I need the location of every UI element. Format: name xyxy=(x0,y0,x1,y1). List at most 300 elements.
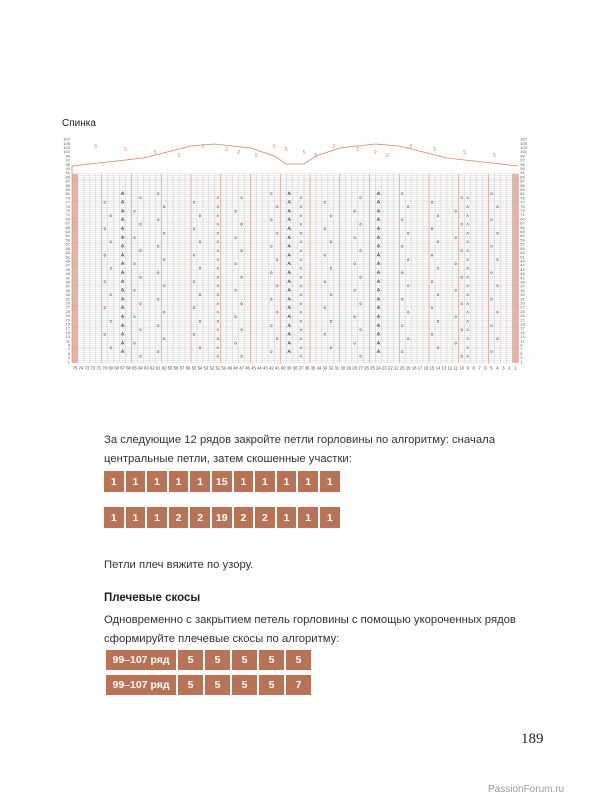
decrease-symbol: Ѧ xyxy=(120,243,125,249)
row-number-left: 105 xyxy=(63,140,70,146)
decrease-symbol: Ѧ xyxy=(287,208,292,214)
yarn-over-symbol: o xyxy=(234,234,237,240)
decrease-symbol: ʌ xyxy=(299,283,303,289)
yarn-over-symbol: o xyxy=(234,208,237,214)
algo-cell: 2 xyxy=(255,507,275,528)
neckline-instruction: За следующие 12 рядов закройте петли горловины по алгоритму: сначала центральные петли, затем скошенные участки: xyxy=(104,434,495,465)
yarn-over-symbol: o xyxy=(359,353,362,359)
yarn-over-symbol: o xyxy=(430,199,434,205)
decrease-symbol: ʌ xyxy=(466,239,469,245)
column-number: 50 xyxy=(221,365,227,371)
yarn-over-symbol: o xyxy=(157,243,160,249)
yarn-over-symbol: o xyxy=(133,287,136,293)
shoulder-pattern-note: Петли плеч вяжите по узору. xyxy=(104,559,254,571)
decrease-symbol: ʌ xyxy=(466,300,469,306)
yarn-over-symbol: o xyxy=(400,270,404,275)
yarn-over-symbol: o xyxy=(460,221,463,227)
row-number-left: 15 xyxy=(65,329,70,335)
yarn-over-symbol: o xyxy=(157,349,160,355)
column-number: 45 xyxy=(251,365,256,371)
algo-cell: 1 xyxy=(234,471,254,492)
row-number-right: 25 xyxy=(520,308,525,314)
row-number-right: 107 xyxy=(520,136,527,142)
yarn-over-symbol: o xyxy=(496,336,499,341)
decrease-symbol: ʌ xyxy=(216,221,220,227)
yarn-over-symbol: o xyxy=(490,296,493,302)
shoulder-step-mark: 2 xyxy=(374,150,377,156)
shoulder-step-mark: 2 xyxy=(225,147,229,153)
column-number: 47 xyxy=(239,365,244,371)
shoulder-step-mark: 2 xyxy=(356,147,359,153)
slope-value: 7 xyxy=(286,675,311,695)
yarn-over-symbol: o xyxy=(490,270,493,275)
yarn-over-symbol: o xyxy=(133,208,136,214)
yarn-over-symbol: o xyxy=(359,195,362,201)
decrease-symbol: ʌ xyxy=(216,309,220,315)
decrease-symbol: Ѧ xyxy=(287,270,292,275)
decrease-symbol: ʌ xyxy=(466,204,469,209)
slope-value: 5 xyxy=(259,675,284,695)
yarn-over-symbol: o xyxy=(162,283,166,289)
slope-value: 5 xyxy=(205,675,230,695)
row-number-left: 73 xyxy=(65,208,70,214)
algo-cell: 1 xyxy=(169,471,189,492)
shoulder-step-mark: 2 xyxy=(332,144,336,150)
row-number-right: 37 xyxy=(520,283,525,289)
algo-cell: 1 xyxy=(320,507,340,528)
yarn-over-symbol: o xyxy=(353,314,356,319)
yarn-over-symbol: o xyxy=(198,344,202,350)
row-number-right: 59 xyxy=(520,237,525,243)
row-number-right: 69 xyxy=(520,216,525,222)
yarn-over-symbol: o xyxy=(406,283,410,289)
row-number-left: 99 xyxy=(65,153,70,159)
row-range-label: 99–107 ряд xyxy=(106,675,176,695)
row-number-left: 75 xyxy=(65,203,70,209)
yarn-over-symbol: o xyxy=(276,283,279,289)
row-number-right: 87 xyxy=(520,178,525,184)
algo-cell: 1 xyxy=(126,507,146,528)
shoulder-step-mark: 5 xyxy=(493,153,496,159)
column-number: 29 xyxy=(346,365,352,371)
decrease-symbol: Ѧ xyxy=(120,261,125,267)
algo-cell: 1 xyxy=(147,507,167,528)
decrease-symbol: Ѧ xyxy=(376,208,381,214)
yarn-over-symbol: o xyxy=(139,221,142,227)
decrease-symbol: ʌ xyxy=(466,327,469,333)
yarn-over-symbol: o xyxy=(323,278,327,284)
page-number: 189 xyxy=(521,731,544,747)
row-number-left: 91 xyxy=(65,170,70,176)
row-number-right: 39 xyxy=(520,279,525,285)
decrease-symbol: Ѧ xyxy=(120,226,125,231)
yarn-over-symbol: o xyxy=(276,336,279,341)
column-number: 42 xyxy=(268,365,274,371)
decrease-symbol: ʌ xyxy=(299,239,303,245)
column-number: 8 xyxy=(472,365,475,371)
row-number-right: 47 xyxy=(520,262,525,268)
decrease-symbol: Ѧ xyxy=(287,261,292,267)
row-number-left: 29 xyxy=(65,300,70,306)
column-number: 57 xyxy=(179,365,185,371)
row-number-right: 3 xyxy=(520,355,523,361)
slope-value: 5 xyxy=(178,650,203,670)
decrease-symbol: ʌ xyxy=(299,300,303,306)
row-number-left: 3 xyxy=(67,355,70,361)
column-number: 37 xyxy=(298,365,304,371)
row-number-left: 45 xyxy=(65,266,70,272)
section-heading: Плечевые скосы xyxy=(104,592,201,604)
yarn-over-symbol: o xyxy=(460,195,463,201)
row-number-right: 13 xyxy=(520,334,525,340)
yarn-over-symbol: o xyxy=(109,292,112,297)
yarn-over-symbol: o xyxy=(436,344,440,350)
yarn-over-symbol: o xyxy=(329,239,333,245)
column-number: 32 xyxy=(328,365,334,371)
row-number-right: 51 xyxy=(520,254,525,260)
row-number-right: 99 xyxy=(520,153,525,159)
yarn-over-symbol: o xyxy=(234,261,237,267)
decrease-symbol: Ѧ xyxy=(120,252,125,258)
decrease-symbol: Ѧ xyxy=(120,270,125,275)
yarn-over-symbol: o xyxy=(400,243,404,249)
column-number: 26 xyxy=(364,365,369,371)
decrease-symbol: Ѧ xyxy=(287,340,292,346)
shoulder-slope-row-2 xyxy=(104,673,313,697)
row-number-left: 9 xyxy=(67,342,70,348)
yarn-over-symbol: o xyxy=(139,274,142,280)
yarn-over-symbol: o xyxy=(460,248,463,253)
decrease-symbol: ʌ xyxy=(466,265,469,271)
algo-cell: 1 xyxy=(277,507,297,528)
row-number-left: 59 xyxy=(65,237,70,243)
decrease-symbol: Ѧ xyxy=(376,331,381,337)
yarn-over-symbol: o xyxy=(109,344,112,350)
column-number: 70 xyxy=(102,365,108,371)
column-number: 23 xyxy=(382,365,387,371)
decrease-symbol: ʌ xyxy=(216,344,220,350)
decrease-symbol: ʌ xyxy=(216,230,220,236)
column-number: 39 xyxy=(286,365,292,371)
decrease-symbol: ʌ xyxy=(466,274,469,280)
yarn-over-symbol: o xyxy=(109,265,112,271)
decrease-symbol: ʌ xyxy=(466,353,469,359)
yarn-over-symbol: o xyxy=(109,318,112,324)
yarn-over-symbol: o xyxy=(359,221,362,227)
yarn-over-symbol: o xyxy=(133,261,136,267)
column-number: 59 xyxy=(167,365,173,371)
decrease-symbol: Ѧ xyxy=(120,217,125,223)
yarn-over-symbol: o xyxy=(103,305,106,311)
yarn-over-symbol: o xyxy=(329,318,333,324)
row-number-right: 91 xyxy=(520,170,525,176)
row-number-left: 41 xyxy=(65,275,70,281)
yarn-over-symbol: o xyxy=(162,309,166,315)
column-number: 63 xyxy=(144,365,149,371)
algo-cell: 1 xyxy=(147,471,167,492)
row-number-right: 7 xyxy=(520,346,523,352)
yarn-over-symbol: o xyxy=(192,226,196,231)
row-number-left: 7 xyxy=(67,346,70,352)
row-number-right: 71 xyxy=(520,212,525,218)
decrease-symbol: Ѧ xyxy=(376,243,381,249)
algo-cell: 1 xyxy=(320,471,340,492)
yarn-over-symbol: o xyxy=(139,327,142,333)
yarn-over-symbol: o xyxy=(270,322,273,328)
column-number: 28 xyxy=(352,365,357,371)
row-number-right: 89 xyxy=(520,174,525,180)
yarn-over-symbol: o xyxy=(353,287,356,293)
row-number-right: 55 xyxy=(520,245,525,251)
yarn-over-symbol: o xyxy=(270,296,273,302)
yarn-over-symbol: o xyxy=(240,221,243,227)
row-number-right: 41 xyxy=(520,275,525,281)
row-number-right: 73 xyxy=(520,208,525,214)
decrease-symbol: Ѧ xyxy=(376,199,381,205)
decrease-symbol: Ѧ xyxy=(376,296,381,302)
yarn-over-symbol: o xyxy=(240,248,243,253)
column-number: 71 xyxy=(96,365,102,371)
column-number: 56 xyxy=(185,365,191,371)
yarn-over-symbol: o xyxy=(198,318,202,324)
row-number-left: 35 xyxy=(65,287,70,293)
row-number-right: 29 xyxy=(520,300,525,306)
decrease-symbol: Ѧ xyxy=(376,252,381,258)
row-number-left: 107 xyxy=(63,136,70,142)
shoulder-step-mark: 5 xyxy=(153,150,157,156)
decrease-symbol: Ѧ xyxy=(376,278,381,284)
yarn-over-symbol: o xyxy=(240,353,243,359)
decrease-symbol: Ѧ xyxy=(376,314,381,319)
yarn-over-symbol: o xyxy=(234,287,237,293)
decrease-symbol: ʌ xyxy=(216,256,220,262)
yarn-over-symbol: o xyxy=(240,274,243,280)
decrease-symbol: Ѧ xyxy=(376,349,381,355)
yarn-over-symbol: o xyxy=(329,344,333,350)
row-number-left: 89 xyxy=(65,174,70,180)
slope-value: 5 xyxy=(232,675,257,695)
row-number-left: 61 xyxy=(65,233,70,239)
decrease-symbol: ʌ xyxy=(466,256,469,262)
row-number-right: 79 xyxy=(520,195,525,201)
row-number-right: 93 xyxy=(520,166,525,172)
decrease-symbol: ʌ xyxy=(216,292,220,297)
decrease-symbol: Ѧ xyxy=(376,226,381,231)
row-number-left: 51 xyxy=(65,254,70,260)
yarn-over-symbol: o xyxy=(490,243,493,249)
decrease-symbol: ʌ xyxy=(299,256,303,262)
yarn-over-symbol: o xyxy=(162,230,166,236)
column-number: 75 xyxy=(72,365,78,371)
yarn-over-symbol: o xyxy=(406,256,410,262)
yarn-over-symbol: o xyxy=(157,322,160,328)
row-number-right: 85 xyxy=(520,182,525,188)
yarn-over-symbol: o xyxy=(270,349,273,355)
decrease-symbol: Ѧ xyxy=(120,278,125,284)
yarn-over-symbol: o xyxy=(496,283,499,289)
neck-algorithm-row-1 xyxy=(104,471,340,492)
yarn-over-symbol: o xyxy=(496,230,499,236)
algo-cell: 2 xyxy=(190,507,210,528)
decrease-symbol: ʌ xyxy=(216,239,220,245)
yarn-over-symbol: o xyxy=(323,305,327,311)
yarn-over-symbol: o xyxy=(490,322,493,328)
column-number: 74 xyxy=(78,365,84,371)
decrease-symbol: ʌ xyxy=(216,327,220,333)
decrease-symbol: ʌ xyxy=(466,230,469,236)
yarn-over-symbol: o xyxy=(496,256,499,262)
yarn-over-symbol: o xyxy=(436,212,440,218)
column-number: 15 xyxy=(429,365,435,371)
yarn-over-symbol: o xyxy=(400,217,404,223)
column-number: 36 xyxy=(304,365,310,371)
decrease-symbol: ʌ xyxy=(466,292,469,297)
algo-cell: 15 xyxy=(212,471,232,492)
decrease-symbol: ʌ xyxy=(466,309,469,315)
yarn-over-symbol: o xyxy=(436,292,440,297)
algo-cell: 1 xyxy=(298,471,318,492)
yarn-over-symbol: o xyxy=(400,296,404,302)
yarn-over-symbol: o xyxy=(323,252,327,258)
decrease-symbol: Ѧ xyxy=(376,287,381,293)
yarn-over-symbol: o xyxy=(103,331,106,337)
yarn-over-symbol: o xyxy=(460,353,463,359)
row-number-right: 23 xyxy=(520,313,525,319)
row-number-right: 21 xyxy=(520,317,525,323)
yarn-over-symbol: o xyxy=(109,212,112,218)
decrease-symbol: ʌ xyxy=(466,344,469,350)
decrease-symbol: ʌ xyxy=(216,283,220,289)
row-number-left: 85 xyxy=(65,182,70,188)
row-number-right: 1 xyxy=(520,359,523,365)
row-number-left: 21 xyxy=(65,317,70,323)
yarn-over-symbol: o xyxy=(133,340,136,346)
decrease-symbol: ʌ xyxy=(216,204,220,209)
decrease-symbol: Ѧ xyxy=(287,314,292,319)
column-number: 33 xyxy=(322,365,328,371)
shoulder-step-mark: 2 xyxy=(385,153,389,159)
row-number-right: 11 xyxy=(520,338,525,344)
yarn-over-symbol: o xyxy=(460,300,463,306)
row-number-right: 15 xyxy=(520,329,525,335)
row-number-left: 69 xyxy=(65,216,70,222)
row-number-right: 33 xyxy=(520,292,525,298)
decrease-symbol: ʌ xyxy=(299,212,303,218)
decrease-symbol: ʌ xyxy=(299,248,303,253)
row-number-left: 49 xyxy=(65,258,70,264)
column-number: 13 xyxy=(441,365,447,371)
row-number-left: 17 xyxy=(65,325,70,331)
yarn-over-symbol: o xyxy=(490,217,493,223)
shoulder-outline xyxy=(72,144,518,174)
row-number-left: 57 xyxy=(65,241,70,247)
column-number: 10 xyxy=(459,365,465,371)
column-number: 72 xyxy=(90,365,96,371)
algo-cell: 1 xyxy=(277,471,297,492)
decrease-symbol: Ѧ xyxy=(120,296,125,302)
row-number-right: 63 xyxy=(520,229,525,235)
column-number: 38 xyxy=(292,365,298,371)
yarn-over-symbol: o xyxy=(103,199,106,205)
column-number: 5 xyxy=(490,365,493,371)
row-number-right: 49 xyxy=(520,258,525,264)
decrease-symbol: Ѧ xyxy=(120,340,125,346)
yarn-over-symbol: o xyxy=(460,327,463,333)
decrease-symbol: ʌ xyxy=(299,336,303,341)
column-number: 48 xyxy=(233,365,238,371)
algo-cell: 1 xyxy=(190,471,210,492)
yarn-over-symbol: o xyxy=(192,252,196,258)
yarn-over-symbol: o xyxy=(157,270,160,275)
decrease-symbol: Ѧ xyxy=(120,287,125,293)
column-number: 35 xyxy=(310,365,316,371)
yarn-over-symbol: o xyxy=(359,248,362,253)
yarn-over-symbol: o xyxy=(329,292,333,297)
yarn-over-symbol: o xyxy=(162,256,166,262)
column-number: 51 xyxy=(215,365,221,371)
row-number-left: 53 xyxy=(65,250,70,256)
column-number: 69 xyxy=(108,365,114,371)
yarn-over-symbol: o xyxy=(276,256,279,262)
row-number-right: 43 xyxy=(520,271,525,277)
decrease-symbol: Ѧ xyxy=(120,199,125,205)
row-number-left: 63 xyxy=(65,229,70,235)
yarn-over-symbol: o xyxy=(270,243,273,249)
decrease-symbol: ʌ xyxy=(299,195,303,201)
row-number-left: 67 xyxy=(65,220,70,226)
yarn-over-symbol: o xyxy=(162,336,166,341)
row-number-left: 103 xyxy=(63,145,70,151)
decrease-symbol: Ѧ xyxy=(120,349,125,355)
column-number: 9 xyxy=(466,365,469,371)
decrease-symbol: ʌ xyxy=(216,353,220,359)
row-number-right: 81 xyxy=(520,191,525,197)
row-number-right: 75 xyxy=(520,203,525,209)
decrease-symbol: Ѧ xyxy=(120,314,125,319)
yarn-over-symbol: o xyxy=(359,274,362,280)
row-number-left: 79 xyxy=(65,195,70,201)
column-number: 43 xyxy=(263,365,268,371)
yarn-over-symbol: o xyxy=(490,190,493,196)
column-number: 16 xyxy=(423,365,429,371)
decrease-symbol: ʌ xyxy=(299,309,303,315)
row-number-right: 77 xyxy=(520,199,525,205)
yarn-over-symbol: o xyxy=(460,274,463,280)
yarn-over-symbol: o xyxy=(109,239,112,245)
yarn-over-symbol: o xyxy=(454,261,458,267)
algo-cell: 2 xyxy=(234,507,254,528)
yarn-over-symbol: o xyxy=(496,204,499,209)
row-number-right: 105 xyxy=(520,140,527,146)
decrease-symbol: ʌ xyxy=(466,221,469,227)
decrease-symbol: Ѧ xyxy=(287,243,292,249)
decrease-symbol: Ѧ xyxy=(376,270,381,275)
row-number-right: 97 xyxy=(520,157,525,163)
slope-value: 5 xyxy=(205,650,230,670)
row-number-right: 67 xyxy=(520,220,525,226)
yarn-over-symbol: o xyxy=(490,349,493,355)
yarn-over-symbol: o xyxy=(192,331,196,337)
edge-column-right xyxy=(512,174,518,363)
slope-value: 5 xyxy=(259,650,284,670)
yarn-over-symbol: o xyxy=(234,314,237,319)
column-number: 12 xyxy=(447,365,453,371)
algo-cell: 1 xyxy=(126,471,146,492)
column-number: 60 xyxy=(161,365,167,371)
column-number: 73 xyxy=(84,365,90,371)
row-number-left: 31 xyxy=(65,296,70,302)
column-number: 31 xyxy=(334,365,340,371)
